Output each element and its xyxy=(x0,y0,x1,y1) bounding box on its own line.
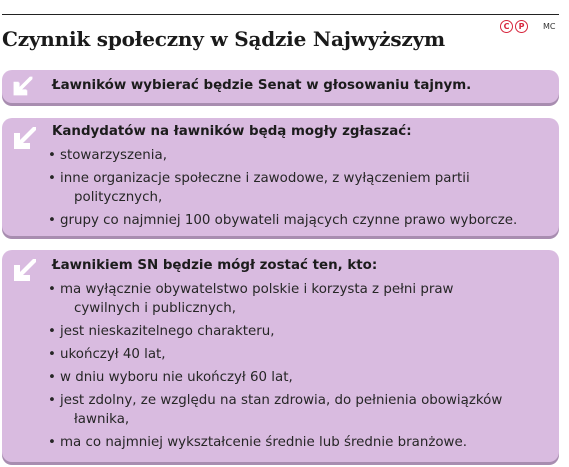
page-title: Czynnik społeczny w Sądzie Najwyższym xyxy=(2,27,445,51)
author-initials: MC xyxy=(543,22,556,31)
top-rule xyxy=(2,14,559,15)
list-item: • ukończył 40 lat, xyxy=(48,345,502,364)
list-item: • jest zdolny, ze względu na stan zdrowia, do pełnienia obowiązków ławnika, xyxy=(48,391,502,429)
list-item: • w dniu wyboru nie ukończył 60 lat, xyxy=(48,368,502,387)
arrow-down-left-icon xyxy=(11,124,39,152)
publisher-logos xyxy=(500,20,528,33)
list-item: • inne organizacje społeczne i zawodowe, z wyłączeniem partii politycznych, xyxy=(48,169,517,207)
arrow-down-left-icon xyxy=(11,256,39,284)
list-item: • grupy co najmniej 100 obywateli mających czynne prawo wyborcze. xyxy=(48,211,517,230)
p-logo-icon: P xyxy=(515,20,528,33)
info-box-senate xyxy=(2,70,559,103)
list-item: • ma wyłącznie obywatelstwo polskie i korzysta z pełni praw cywilnych i publicznych, xyxy=(48,280,502,318)
box-heading: Kandydatów na ławników będą mogły zgłaszać: xyxy=(52,124,412,139)
box-heading: Ławników wybierać będzie Senat w głosowaniu tajnym. xyxy=(52,78,472,93)
candidates-list xyxy=(48,146,517,230)
arrow-down-left-icon xyxy=(11,74,35,98)
list-item: • ma co najmniej wykształcenie średnie lub średnie branżowe. xyxy=(48,433,502,452)
copyright-logo-icon: C xyxy=(500,20,513,33)
eligibility-list xyxy=(48,280,502,452)
info-box-eligibility xyxy=(2,250,559,462)
info-box-candidates xyxy=(2,118,559,236)
list-item: • jest nieskazitelnego charakteru, xyxy=(48,322,502,341)
list-item: • stowarzyszenia, xyxy=(48,146,517,165)
box-heading: Ławnikiem SN będzie mógł zostać ten, kto: xyxy=(52,258,378,273)
